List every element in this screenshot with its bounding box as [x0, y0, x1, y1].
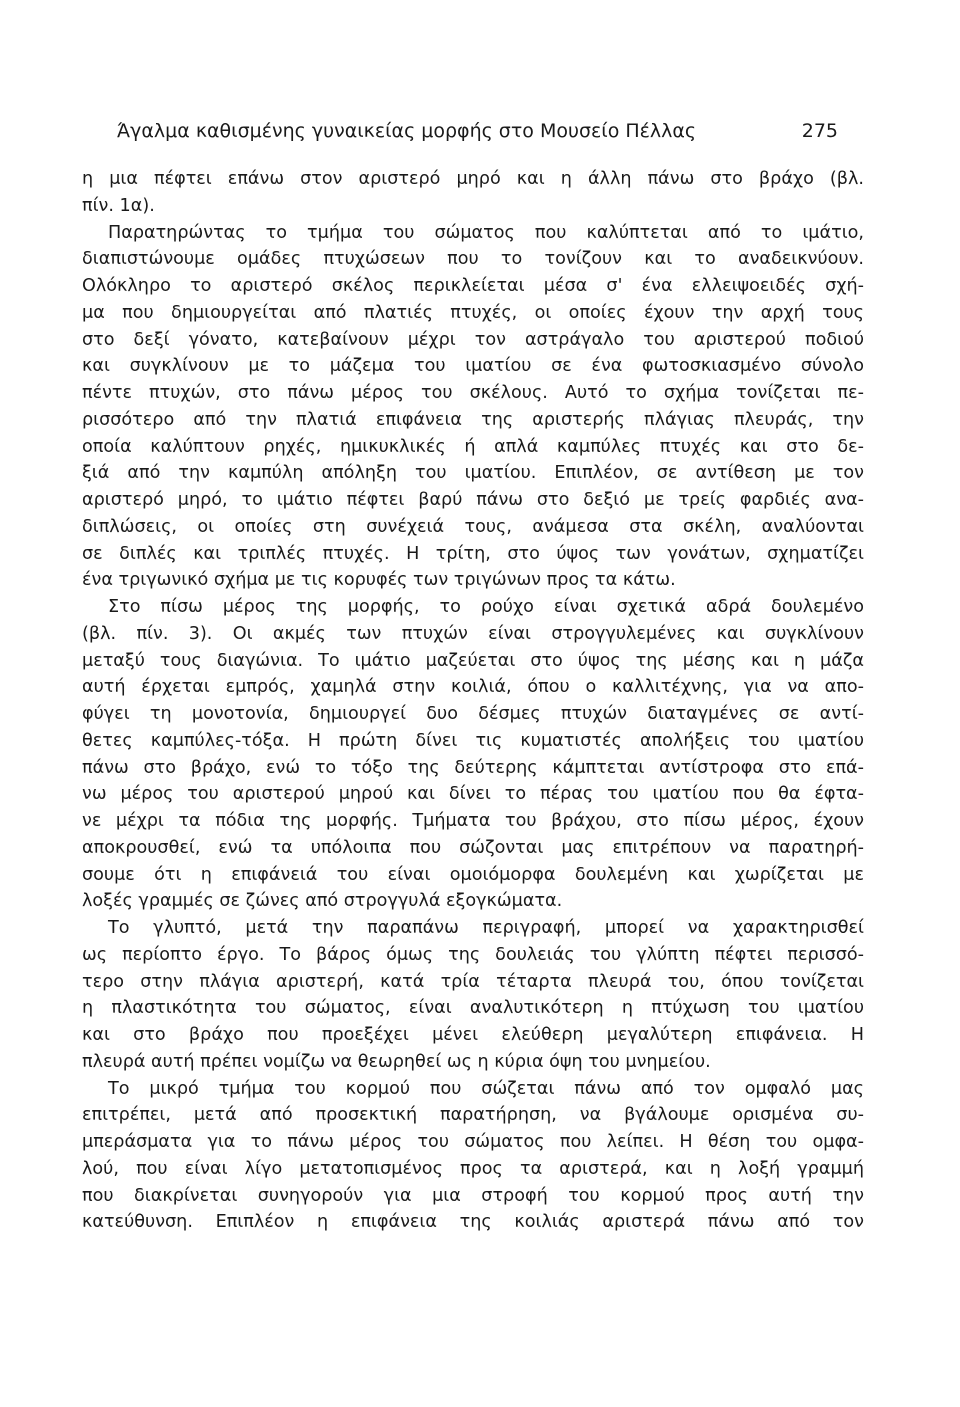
text-line: πλευρά αυτή πρέπει νομίζω να θεωρηθεί ως η κύρια όψη του μνημείου. — [82, 1051, 711, 1072]
text-line: πάνω στο βράχο, ενώ το τόξο της δεύτερης κάμπτεται αντίστροφα στο επά- — [82, 757, 864, 778]
running-title: Άγαλμα καθισμένης γυναικείας μορφής στο Μουσείο Πέλλας — [117, 120, 697, 142]
text-line: ρισσότερο από την πλατιά επιφάνεια της αριστερής πλάγιας πλευράς, την — [82, 409, 864, 430]
text-line: επιτρέπει, μετά από προσεκτική παρατήρηση, να βγάλουμε ορισμένα συ- — [82, 1105, 864, 1126]
text-line: διαπιστώνουμε ομάδες πτυχώσεων που το τονίζουν και το αναδεικνύουν. — [82, 249, 864, 270]
text-line: στο δεξί γόνατο, κατεβαίνουν μέχρι τον αστράγαλο του αριστερού ποδιού — [82, 329, 864, 350]
text-line: μεταξύ τους διαγώνια. Το ιμάτιο μαζεύεται στο ύψος της μέσης και η μάζα — [82, 650, 864, 671]
text-line: θετες καμπύλες-τόξα. Η πρώτη δίνει τις κυματιστές απολήξεις του ιματίου — [82, 730, 864, 751]
text-line: φύγει τη μονοτονία, δημιουργεί δυο δέσμες πτυχών διαταγμένες σε αντί- — [82, 704, 864, 724]
text-line: λοξές γραμμές σε ζώνες από στρογγυλά εξογκώματα. — [82, 891, 563, 912]
text-line: νε μέχρι τα πόδια της μορφής. Τμήματα του βράχου, στο πίσω μέρος, έχουν — [82, 811, 864, 831]
text-line: πίν. 1α). — [82, 195, 155, 216]
text-line: πέντε πτυχών, στο πάνω μέρος του σκέλους. Αυτό το σχήμα τονίζεται πε- — [82, 383, 864, 403]
text-line: αριστερό μηρό, το ιμάτιο πέφτει βαρύ πάνω στο δεξιό με τρείς φαρδιές ανα- — [82, 490, 864, 510]
text-line: κατεύθυνση. Επιπλέον η επιφάνεια της κοιλιάς αριστερά πάνω από τον — [82, 1212, 864, 1233]
text-line: νω μέρος του αριστερού μηρού και δίνει το πέρας του ιματίου που θα έφτα- — [82, 784, 864, 805]
text-line: Το μικρό τμήμα του κορμού που σώζεται πάνω από τον ομφαλό μας — [108, 1078, 864, 1099]
text-line: αποκρουσθεί, ενώ τα υπόλοιπα που σώζονται μας επιτρέπουν να παρατηρή- — [82, 837, 864, 858]
text-line: τερο στην πλάγια αριστερή, κατά τρία τέταρτα πλευρά του, όπου τονίζεται — [82, 971, 864, 992]
text-line: λού, που είναι λίγο μετατοπισμένος προς τα αριστερά, και η λοξή γραμμή — [82, 1158, 864, 1179]
text-line: διπλώσεις, οι οποίες στη συνέχειά τους, ανάμεσα στα σκέλη, αναλύονται — [82, 516, 864, 537]
text-line: Στο πίσω μέρος της μορφής, το ρούχο είναι σχετικά αδρά δουλεμένο — [108, 597, 864, 617]
text-line: ξιά από την καμπύλη απόληξη του ιματίου. Επιπλέον, σε αντίθεση με τον — [82, 463, 864, 484]
text-line: και στο βράχο που προεξέχει μένει ελεύθερη μεγαλύτερη επιφάνεια. Η — [82, 1025, 864, 1045]
running-header — [82, 119, 864, 143]
text-line: (βλ. πίν. 3). Οι ακμές των πτυχών είναι στρογγυλεμένες και συγκλίνουν — [82, 623, 864, 644]
text-line: και συγκλίνουν με το μάζεμα του ιματίου σε ένα φωτοσκιασμένο σύνολο — [82, 356, 864, 377]
text-line: αυτή έρχεται εμπρός, χαμηλά στην κοιλιά, όπου ο καλλιτέχνης, για να απο- — [82, 677, 864, 698]
text-line: ένα τριγωνικό σχήμα με τις κορυφές των τριγώνων προς τα κάτω. — [82, 570, 676, 591]
text-line: που διακρίνεται συνηγορούν για μια στροφή του κορμού προς αυτή την — [82, 1185, 864, 1206]
body-text — [82, 166, 864, 1236]
book-page — [82, 119, 864, 1236]
text-line: μα που δημιουργείται από πλατιές πτυχές, οι οποίες έχουν την αρχή τους — [82, 302, 864, 323]
text-line: σε διπλές και τριπλές πτυχές. Η τρίτη, στο ύψος των γονάτων, σχηματίζει — [82, 543, 864, 564]
text-line: οποία καλύπτουν ρηχές, ημικυκλικές ή απλά καμπύλες πτυχές και στο δε- — [82, 436, 864, 457]
text-line: σουμε ότι η επιφάνειά του είναι ομοιόμορφα δουλεμένη και χωρίζεται με — [82, 864, 864, 885]
text-line: η πλαστικότητα του σώματος, είναι αναλυτικότερη η πτύχωση του ιματίου — [82, 998, 864, 1019]
text-line: Ολόκληρο το αριστερό σκέλος περικλείεται μέσα σ' ένα ελλειψοειδές σχή- — [82, 276, 864, 296]
text-line: Παρατηρώντας το τμήμα του σώματος που καλύπτεται από το ιμάτιο, — [108, 222, 864, 243]
text-line: η μια πέφτει επάνω στον αριστερό μηρό και η άλλη πάνω στο βράχο (βλ. — [82, 169, 864, 189]
text-line: Το γλυπτό, μετά την παραπάνω περιγραφή, μπορεί να χαρακτηρισθεί — [108, 918, 864, 938]
page-number: 275 — [801, 120, 838, 142]
text-line: ως περίοπτο έργο. Το βάρος όμως της δουλειάς του γλύπτη πέφτει περισσό- — [82, 944, 864, 965]
text-line: μπεράσματα για το πάνω μέρος του σώματος που λείπει. Η θέση του ομφα- — [82, 1132, 864, 1152]
